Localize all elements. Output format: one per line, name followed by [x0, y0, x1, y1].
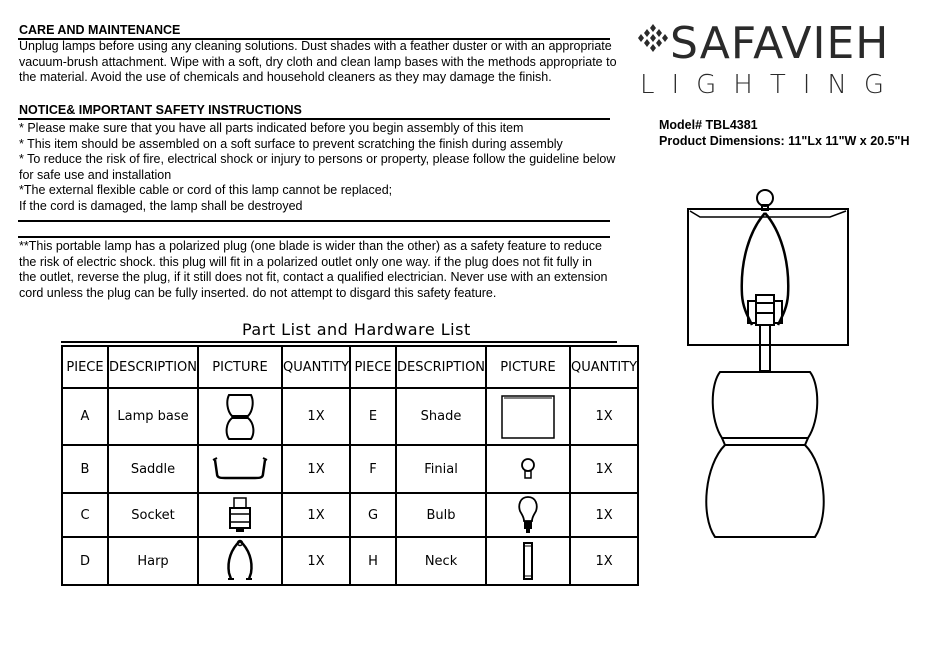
shade-icon [500, 394, 556, 440]
socket-body [756, 295, 774, 325]
picture-cell [198, 388, 282, 445]
piece-cell: E [350, 388, 396, 445]
finial-icon [519, 457, 537, 481]
quantity-cell: 1X [282, 537, 350, 585]
header-cell: PIECE [62, 346, 108, 388]
plug-line: the outlet, reverse the plug, if it still does not fit, contact a qualified electrician. Never use with an extension [19, 270, 608, 284]
saddle-icon [211, 456, 269, 482]
brand-sub: LIGHTING [640, 70, 901, 100]
table-header-row [62, 346, 638, 388]
quantity-cell: 1X [570, 388, 638, 445]
finial-ball [757, 190, 773, 206]
product-dimensions: Product Dimensions: 11"Lx 11"W x 20.5"H [659, 134, 910, 148]
table-row [62, 445, 638, 493]
piece-cell: B [62, 445, 108, 493]
table-row [62, 537, 638, 585]
socket-icon [227, 496, 253, 534]
neck-outline [760, 325, 770, 371]
header-cell: PICTURE [198, 346, 282, 388]
harp-left [742, 213, 765, 325]
piece-cell: D [62, 537, 108, 585]
lamp-base-icon [225, 393, 255, 441]
chandelier-icon [638, 24, 668, 52]
divider [18, 220, 610, 222]
picture-cell [198, 493, 282, 537]
quantity-cell: 1X [570, 537, 638, 585]
care-text [19, 39, 619, 86]
bulb-icon [516, 495, 540, 535]
quantity-cell: 1X [570, 493, 638, 537]
piece-cell: G [350, 493, 396, 537]
description-cell: Neck [396, 537, 486, 585]
description-cell: Finial [396, 445, 486, 493]
notice-heading: NOTICE& IMPORTANT SAFETY INSTRUCTIONS [19, 103, 302, 117]
piece-cell: H [350, 537, 396, 585]
notice-line: If the cord is damaged, the lamp shall be destroyed [19, 198, 303, 213]
plug-line: cord unless the plug can be fully inserted. do not attempt to disgard this safety feature. [19, 285, 497, 300]
care-line: Unplug lamps before using any cleaning solutions. Dust shades with a feather duster or with an appropriate [19, 39, 612, 53]
parts-table [61, 345, 639, 586]
plug-text [19, 239, 624, 301]
base-lower [706, 445, 823, 537]
piece-cell: F [350, 445, 396, 493]
header-cell: DESCRIPTION [108, 346, 198, 388]
quantity-cell: 1X [282, 493, 350, 537]
picture-cell [198, 537, 282, 585]
divider [61, 341, 617, 343]
header-cell: PICTURE [486, 346, 570, 388]
plug-line: the risk of electric shock. this plug will fit in a polarized outlet only one way. if the plug does not fit fully in [19, 254, 592, 269]
notice-text [19, 121, 624, 214]
quantity-cell: 1X [570, 445, 638, 493]
header-cell: QUANTITY [570, 346, 638, 388]
base-upper [713, 372, 818, 438]
quantity-cell: 1X [282, 388, 350, 445]
picture-cell [486, 445, 570, 493]
header-cell: QUANTITY [282, 346, 350, 388]
neck-icon [522, 541, 534, 581]
harp-right [765, 213, 788, 325]
care-line: the material. Avoid the use of chemicals and household cleaners as they may damage the finish. [19, 70, 552, 84]
brand-logo [638, 18, 928, 102]
description-cell: Harp [108, 537, 198, 585]
parts-title: Part List and Hardware List [242, 320, 471, 339]
table-row [62, 388, 638, 445]
description-cell: Shade [396, 388, 486, 445]
brand-name: SAFAVIEH [670, 18, 890, 69]
header-cell: PIECE [350, 346, 396, 388]
care-heading: CARE AND MAINTENANCE [19, 23, 181, 37]
description-cell: Lamp base [108, 388, 198, 445]
piece-cell: C [62, 493, 108, 537]
description-cell: Bulb [396, 493, 486, 537]
model-number: Model# TBL4381 [659, 118, 758, 132]
table-row [62, 493, 638, 537]
notice-line: * This item should be assembled on a soft surface to prevent scratching the finish during assembly [19, 136, 563, 151]
notice-line: for safe use and installation [19, 167, 172, 182]
description-cell: Socket [108, 493, 198, 537]
picture-cell [198, 445, 282, 493]
notice-line: *The external flexible cable or cord of this lamp cannot be replaced; [19, 183, 393, 197]
picture-cell [486, 388, 570, 445]
divider [18, 118, 610, 120]
care-line: vacuum-brush attachment. Wipe with a soft, dry cloth and clean lamp bases with the methods appropriate to [19, 54, 617, 69]
picture-cell [486, 537, 570, 585]
picture-cell [486, 493, 570, 537]
notice-line: * To reduce the risk of fire, electrical shock or injury to persons or property, please follow the guideline below [19, 152, 616, 166]
quantity-cell: 1X [282, 445, 350, 493]
lamp-illustration [680, 185, 860, 595]
notice-line: * Please make sure that you have all parts indicated before you begin assembly of this item [19, 121, 524, 135]
divider [18, 236, 610, 238]
description-cell: Saddle [108, 445, 198, 493]
piece-cell: A [62, 388, 108, 445]
plug-line: **This portable lamp has a polarized plug (one blade is wider than the other) as a safety feature to reduce [19, 239, 602, 253]
header-cell: DESCRIPTION [396, 346, 486, 388]
harp-icon [223, 539, 257, 583]
